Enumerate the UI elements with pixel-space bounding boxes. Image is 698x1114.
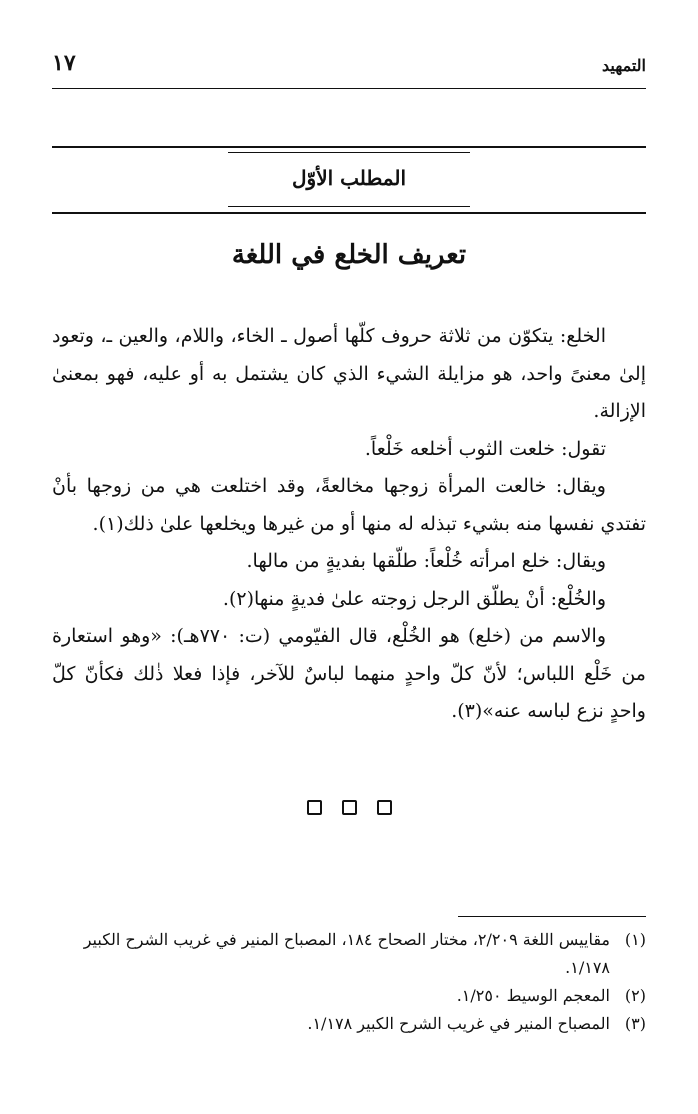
footnote [52, 982, 646, 1010]
footnote-text: المصباح المنير في غريب الشرح الكبير ١/١٧٨. [307, 1014, 610, 1033]
ornament-square-icon [377, 800, 392, 815]
chapter-title: تعريف الخلع في اللغة [231, 240, 467, 270]
paragraph: الخلع: يتكوّن من ثلاثة حروف كلّها أصول ـ الخاء، واللام، والعين ـ، وتعود إلىٰ معنىً واحد، هو مزايلة الشيء الذي كان يشتمل به أو عليه، فهو بمعنىٰ الإزالة. [52, 325, 646, 422]
footnote-number: (٢) [624, 986, 646, 1005]
paragraph: والخُلْع: أنْ يطلّق الرجل زوجته علىٰ فديةٍ منها(٢). [222, 587, 606, 610]
paragraph: ويقال: خلع امرأته خُلْعاً: طلّقها بفديةٍ من مالها. [246, 550, 606, 572]
page-header [52, 50, 646, 86]
footnote-text: مقاييس اللغة ٢/٢٠٩، مختار الصحاح ١٨٤، المصباح المنير في غريب الشرح الكبير ١/١٧٨. [83, 930, 610, 977]
section-title: المطلب الأوّل [292, 166, 406, 190]
section-heading-box [52, 146, 646, 216]
footnote-text: المعجم الوسيط ١/٢٥٠. [456, 986, 610, 1005]
section-rule-top-thick [52, 146, 646, 148]
header-rule [52, 88, 646, 89]
paragraph: ويقال: خالعت المرأة زوجها مخالعةً، وقد اختلعت هي من زوجها بأنْ تفتدي نفسها منه بشيء تبذله له منها أو من غيرها ويخلعها علىٰ ذلك(١). [52, 475, 646, 535]
page-number: ١٧ [52, 50, 76, 76]
section-rule-bottom-thin [228, 206, 470, 207]
footnote-number: (٣) [624, 1014, 646, 1033]
footnotes [52, 926, 646, 1038]
section-rule-bottom-thick [52, 212, 646, 214]
footnote [52, 1010, 646, 1038]
paragraph: والاسم من (خلع) هو الخُلْع، قال الفيّومي (ت: ٧٧٠هـ): «وهو استعارة من خَلْع اللباس؛ لأنّ كلّ واحدٍ منهما لباسٌ للآخر، فإذا فعلا ذٰلك فكأنّ كلّ واحدٍ نزع لباسه عنه»(٣). [52, 625, 646, 722]
ornament-square-icon [307, 800, 322, 815]
ornament-square-icon [342, 800, 357, 815]
section-rule-top-thin [228, 152, 470, 153]
footnote-number: (١) [624, 930, 646, 949]
footnote-rule [458, 916, 646, 917]
footnote [52, 926, 646, 982]
paragraph: تقول: خلعت الثوب أخلعه خَلْعاً. [364, 437, 606, 460]
body-text [52, 318, 646, 731]
running-head: التمهيد [602, 56, 646, 75]
section-end-ornament [0, 800, 698, 815]
